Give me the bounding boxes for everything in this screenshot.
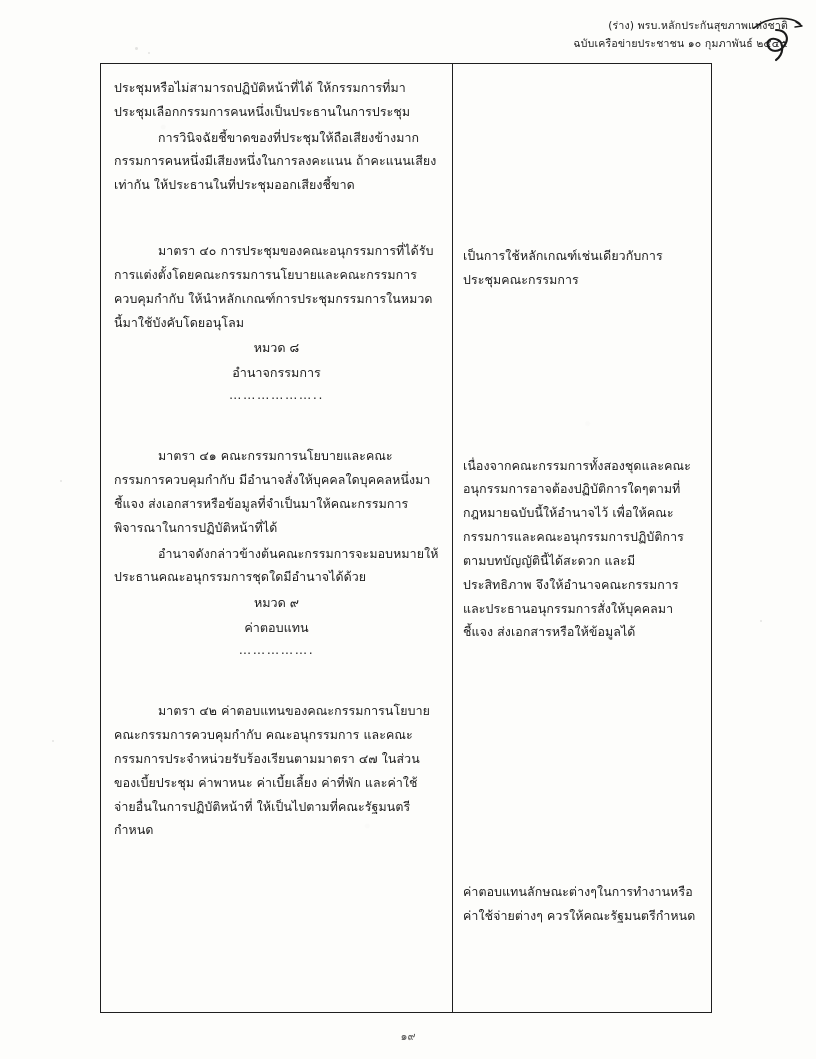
article-41-paragraph: มาตรา ๔๑ คณะกรรมการนโยบายและคณะกรรมการควบคุมกำกับ มีอำนาจสั่งให้บุคคลใดบุคคลหนึ่งมาชี้แจง ส่งเอกสารหรือข้อมูลที่จำเป็นมาให้คณะกรรมการพิจารณาในการปฏิบัติหน้าที่ได้: [114, 448, 431, 535]
section-9-subheading: ค่าตอบแทน: [244, 619, 309, 635]
article-42-paragraph: มาตรา ๔๒ ค่าตอบแทนของคณะกรรมการนโยบาย คณะกรรมการควบคุมกำกับ คณะอนุกรรมการ และคณะกรรมการประจำหน่วยรับร้องเรียนตามมาตรา ๔๗ ในส่วนของเบี้ยประชุม ค่าพาหนะ ค่าเบี้ยเลี้ยง ค่าที่พัก และค่าใช้จ่ายอื่นในการปฏิบัติหน้าที่ ให้เป็นไปตามที่คณะรัฐมนตรีกำหนด: [114, 703, 430, 838]
scan-speck: [60, 480, 62, 482]
scan-speck: [148, 52, 150, 54]
article-41-paragraph-2: อำนาจดังกล่าวข้างต้นคณะกรรมการจะมอบหมายให้ประธานคณะอนุกรรมการชุดใดมีอำนาจได้ด้วย: [114, 545, 439, 585]
section-8-heading: หมวด ๘: [253, 340, 300, 356]
section-8-subheading: อำนาจกรรมการ: [232, 364, 321, 380]
scan-speck: [135, 47, 138, 50]
article-40-paragraph: มาตรา ๔๐ การประชุมของคณะอนุกรรมการที่ได้รับการแต่งตั้งโดยคณะกรรมการนโยบายและคณะกรรมการควบคุมกำกับ ให้นำหลักเกณฑ์การประชุมกรรมการในหมวดนี้มาใช้บังคับโดยอนุโลม: [114, 243, 434, 330]
scan-speck: [52, 740, 54, 742]
header-line-1: (ร่าง) พรบ.หลักประกันสุขภาพแห่งชาติ: [608, 20, 788, 32]
section-9-divider: …………….: [238, 642, 315, 658]
handwritten-page-mark-icon: [746, 10, 806, 70]
paragraph: การวินิจฉัยชี้ขาดของที่ประชุมให้ถือเสียงข้างมาก กรรมการคนหนึ่งมีเสียงหนึ่งในการลงคะแนน ถ้าคะแนนเสียงเท่ากัน ให้ประธานในที่ประชุมออกเสียงชี้ขาด: [114, 129, 437, 193]
page-footer-number: ๑๙: [400, 1030, 416, 1043]
rationale-note: เป็นการใช้หลักเกณฑ์เช่นเดียวกับการประชุมคณะกรรมการ: [463, 248, 663, 287]
rationale-note: ค่าตอบแทนลักษณะต่างๆในการทำงานหรือค่าใช้จ่ายต่างๆ ควรให้คณะรัฐมนตรีกำหนด: [463, 884, 696, 923]
header-line-2: ฉบับเครือข่ายประชาชน ๑๐ กุมภาพันธ์ ๒๕๔๕: [573, 37, 788, 50]
section-8-divider: ………………..: [228, 387, 325, 403]
paragraph: ประชุมหรือไม่สามารถปฏิบัติหน้าที่ได้ ให้กรรมการที่มาประชุมเลือกกรรมการคนหนึ่งเป็นประธานในการประชุม: [114, 80, 411, 119]
scan-speck: [760, 620, 762, 622]
section-9-heading: หมวด ๙: [253, 595, 300, 611]
rationale-note: เนื่องจากคณะกรรมการทั้งสองชุดและคณะอนุกรรมการอาจต้องปฏิบัติการใดๆตามที่กฎหมายฉบับนี้ให้อำนาจไว้ เพื่อให้คณะกรรมการและคณะอนุกรรมการปฏิบัติการตามบทบัญญัตินี้ได้สะดวก และมีประสิทธิภาพ จึงให้อำนาจคณะกรรมการและประธานอนุกรรมการสั่งให้บุคคลมาชี้แจง ส่งเอกสารหรือให้ข้อมูลได้: [463, 457, 691, 640]
rationale-column: [453, 64, 711, 1012]
two-column-bill-table: [100, 63, 712, 1013]
bill-text-column: [101, 64, 453, 1012]
